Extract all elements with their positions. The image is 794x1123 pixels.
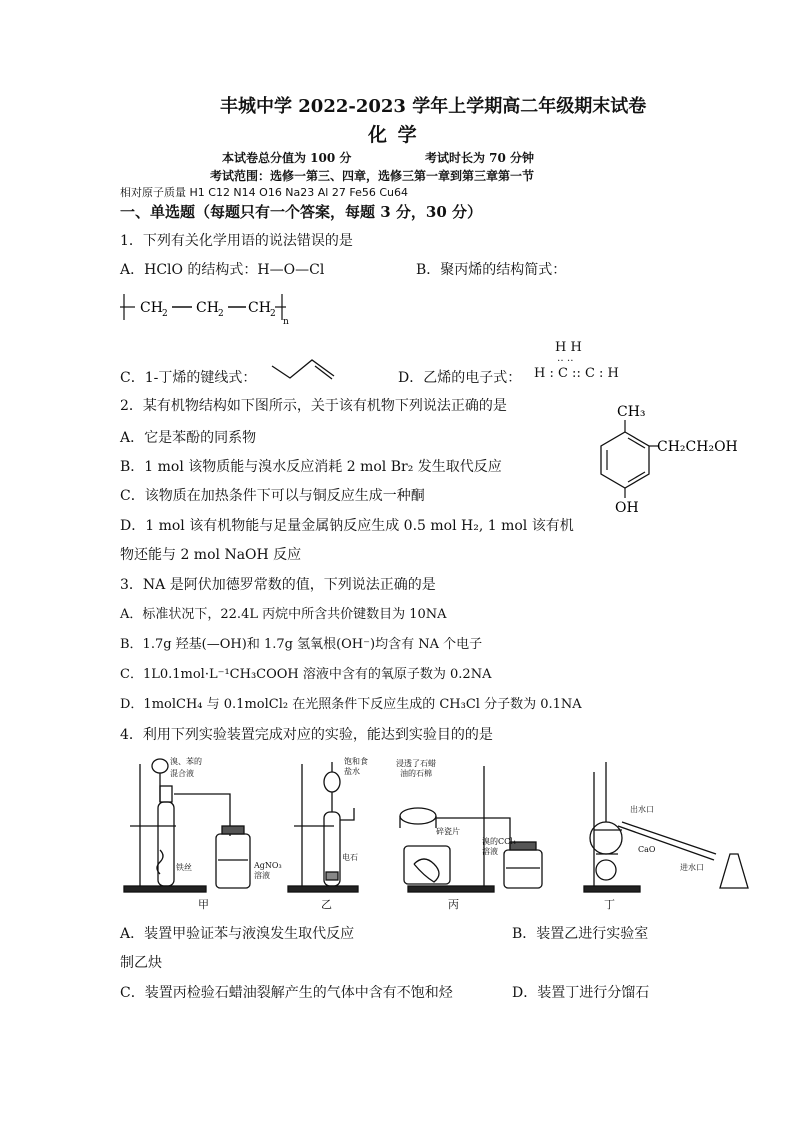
q2-option-c: C．该物质在加热条件下可以与铜反应生成一种酮	[120, 488, 425, 504]
electron-formula-dots: ‥ ‥	[557, 353, 574, 364]
exam-title: 丰城中学 2022-2023 学年上学期高二年级期末试卷	[220, 96, 647, 117]
fig-label-bromo: 溴、苯的	[170, 757, 202, 766]
q2-stem: 2．某有机物结构如下图所示，关于该有机物下列说法正确的是	[120, 398, 507, 414]
electron-formula-main: H : C :: C : H	[534, 366, 619, 381]
poly-n: n	[283, 317, 289, 327]
butene-skeletal-formula	[270, 354, 340, 384]
q1-option-b: B．聚丙烯的结构简式：	[416, 262, 567, 278]
exam-scope: 考试范围：选修一第三、四章，选修三第一章到第三章第一节	[210, 169, 535, 183]
q1-option-a: A．HClO 的结构式：H—O—Cl	[120, 262, 325, 278]
q3-option-b: B．1.7g 羟基(—OH)和 1.7g 氢氧根(OH⁻)均含有 NA 个电子	[120, 637, 483, 652]
q3-stem: 3．NA 是阿伏加德罗常数的值，下列说法正确的是	[120, 577, 436, 593]
fig-label-ccl4-2: 溶液	[482, 847, 498, 856]
q4-option-b-cont: 制乙炔	[120, 955, 162, 971]
q4-option-a: A．装置甲验证苯与液溴发生取代反应	[120, 926, 355, 942]
q3-option-a: A．标准状况下，22.4L 丙烷中所含共价键数目为 10NA	[120, 607, 447, 622]
fig-caption-jia: 甲	[198, 898, 209, 911]
fig-label-ccl4-1: 溴的CCl₄	[482, 837, 517, 846]
fig-caption-yi: 乙	[321, 898, 332, 911]
poly-ch-2: CH	[196, 300, 219, 316]
electron-formula-top: H H	[555, 340, 582, 355]
q2-option-b: B．1 mol 该物质能与溴水反应消耗 2 mol Br₂ 发生取代反应	[120, 459, 502, 475]
section-heading: 一、单选题（每题只有一个答案，每题 3 分，30 分）	[120, 203, 482, 221]
time-label: 考试时长为 70 分钟	[425, 151, 535, 165]
fig-label-paraffin-1: 浸透了石蜡	[396, 759, 436, 768]
q1-option-c: C．1-丁烯的键线式：	[120, 370, 257, 386]
subject-title: 化 学	[368, 124, 419, 146]
fig-label-porcelain: 碎瓷片	[436, 827, 460, 836]
atomic-mass: 相对原子质量 H1 C12 N14 O16 Na23 Al 27 Fe56 Cu64	[120, 186, 408, 199]
score-label: 本试卷总分值为 100 分	[222, 151, 352, 165]
q2-option-d-cont: 物还能与 2 mol NaOH 反应	[120, 547, 302, 563]
q2-option-a: A．它是苯酚的同系物	[120, 430, 257, 446]
fig-label-brine-1: 饱和食	[344, 757, 368, 766]
fig-label-iron: 铁丝	[176, 863, 192, 872]
fig-caption-ding: 丁	[604, 898, 615, 911]
fig-label-carbide: 电石	[342, 853, 358, 862]
fig-label-paraffin-2: 油的石棉	[400, 769, 432, 778]
side-chain-label: CH₂CH₂OH	[657, 439, 738, 455]
q4-option-d: D．装置丁进行分馏石	[512, 985, 650, 1001]
fig-label-outlet: 出水口	[630, 805, 654, 814]
fig-label-brine-2: 盐水	[344, 767, 360, 776]
q4-option-b: B．装置乙进行实验室	[512, 926, 649, 942]
poly-sub-2: 2	[218, 309, 224, 319]
q2-option-d: D．1 mol 该有机物能与足量金属钠反应生成 0.5 mol H₂, 1 mol 该有机	[120, 518, 574, 534]
hydroxyl-label: OH	[615, 500, 639, 516]
molecule-structure	[595, 404, 745, 520]
q3-option-d: D．1molCH₄ 与 0.1molCl₂ 在光照条件下反应生成的 CH₃Cl 分子数为 0.1NA	[120, 697, 582, 712]
q4-option-c: C．装置丙检验石蜡油裂解产生的气体中含有不饱和烃	[120, 985, 453, 1001]
q3-option-c: C．1L0.1mol·L⁻¹CH₃COOH 溶液中含有的氧原子数为 0.2NA	[120, 667, 492, 682]
poly-ch-3: CH	[248, 300, 271, 316]
apparatus-figure	[118, 752, 758, 912]
fig-label-cao: CaO	[638, 845, 656, 854]
q1-stem: 1．下列有关化学用语的说法错误的是	[120, 233, 353, 249]
poly-sub-1: 2	[162, 309, 168, 319]
fig-label-solution: 溶液	[254, 871, 270, 880]
fig-caption-bing: 丙	[448, 898, 459, 911]
fig-label-agno3: AgNO₃	[254, 861, 282, 870]
methyl-label: CH₃	[617, 404, 646, 420]
fig-label-inlet: 进水口	[680, 863, 704, 872]
q4-stem: 4．利用下列实验装置完成对应的实验，能达到实验目的的是	[120, 727, 493, 743]
q1-option-d: D．乙烯的电子式：	[398, 370, 522, 386]
poly-ch-1: CH	[140, 300, 163, 316]
fig-label-mix: 混合液	[170, 769, 194, 778]
polypropylene-structure	[120, 290, 300, 326]
poly-sub-3: 2	[270, 309, 276, 319]
